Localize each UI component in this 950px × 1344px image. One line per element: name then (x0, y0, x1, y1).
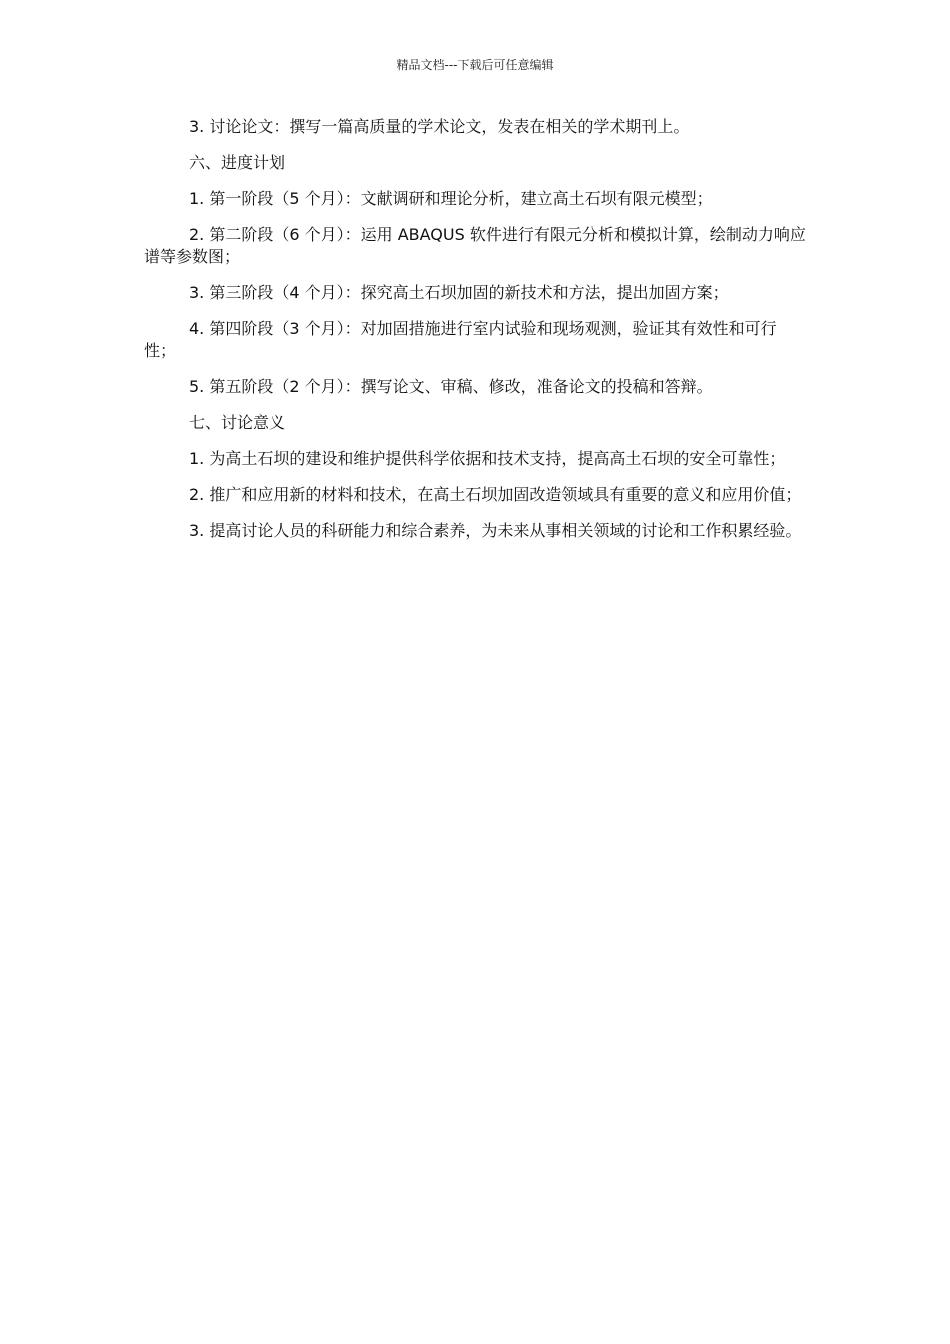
paragraph-significance-2: 2. 推广和应用新的材料和技术，在高土石坝加固改造领域具有重要的意义和应用价值； (189, 485, 802, 504)
paragraph-stage-5: 5. 第五阶段（2 个月）：撰写论文、审稿、修改，准备论文的投稿和答辩。 (189, 377, 713, 396)
paragraph-thesis: 3. 讨论论文：撰写一篇高质量的学术论文，发表在相关的学术期刊上。 (189, 117, 690, 136)
section-heading-significance: 七、讨论意义 (189, 413, 286, 432)
page-header: 精品文档---下载后可任意编辑 (396, 58, 554, 72)
paragraph-stage-1: 1. 第一阶段（5 个月）：文献调研和理论分析，建立高土石坝有限元模型； (189, 189, 713, 208)
section-heading-schedule: 六、进度计划 (189, 153, 286, 172)
paragraph-significance-3: 3. 提高讨论人员的科研能力和综合素养，为未来从事相关领域的讨论和工作积累经验。 (189, 521, 802, 540)
paragraph-stage-4: 4. 第四阶段（3 个月）：对加固措施进行室内试验和现场观测，验证其有效性和可行性； (144, 319, 777, 360)
paragraph-stage-2: 2. 第二阶段（6 个月）：运用 ABAQUS 软件进行有限元分析和模拟计算，绘制动力响应谱等参数图； (144, 225, 806, 266)
paragraph-stage-3: 3. 第三阶段（4 个月）：探究高土石坝加固的新技术和方法，提出加固方案； (189, 283, 729, 302)
document-body (144, 116, 808, 556)
paragraph-significance-1: 1. 为高土石坝的建设和维护提供科学依据和技术支持，提高高土石坝的安全可靠性； (189, 449, 786, 468)
